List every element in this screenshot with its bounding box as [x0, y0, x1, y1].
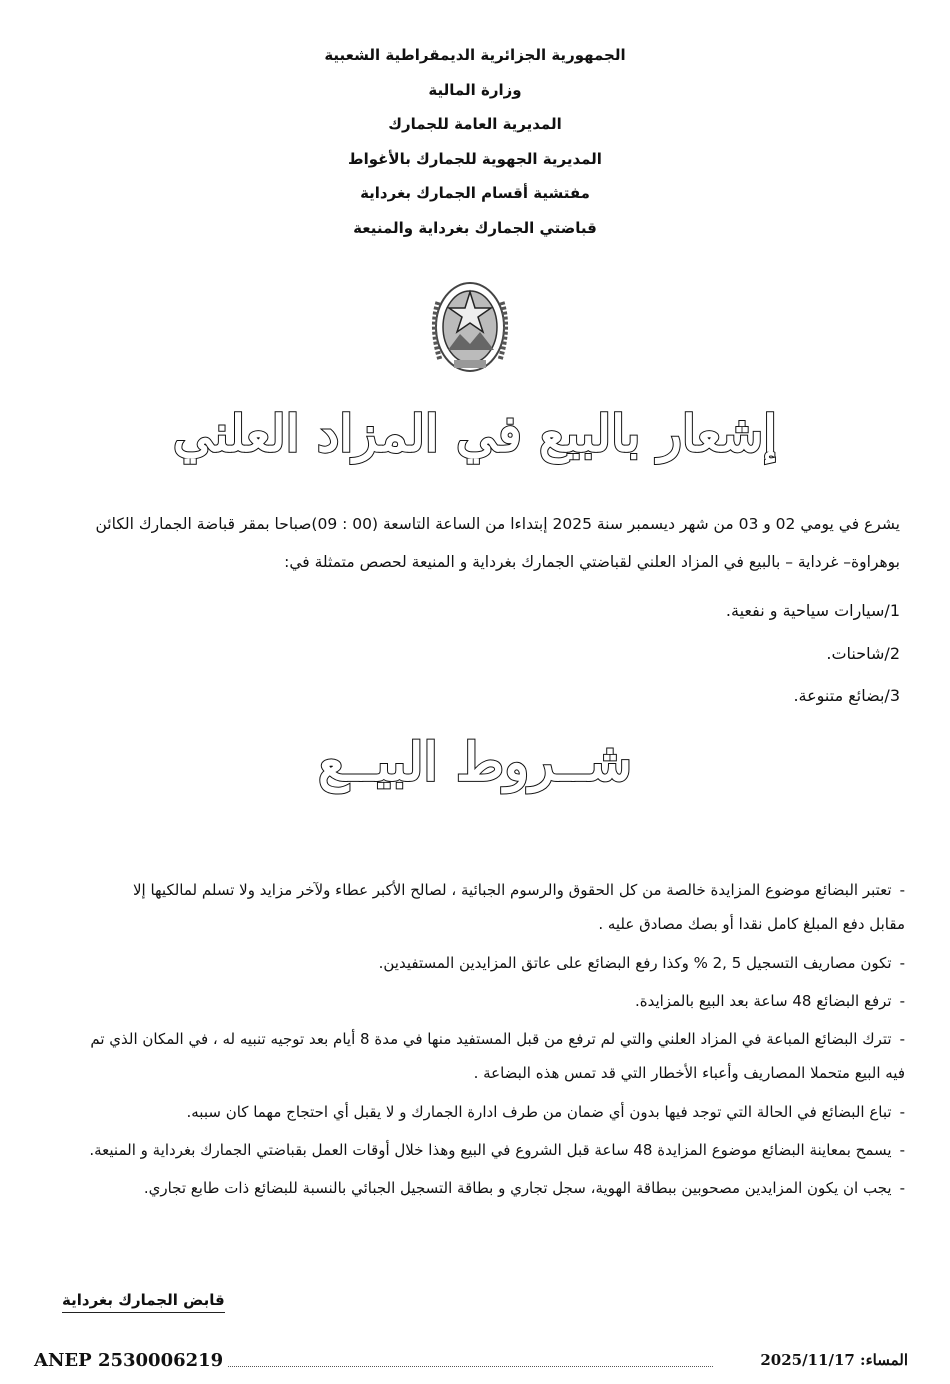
- main-title: إشعار بالبيع في المزاد العلني: [172, 404, 777, 463]
- anep-code: ANEP 2530006219: [34, 1350, 224, 1371]
- header-inspection: مفتشية أقسام الجمارك بغرداية: [360, 184, 590, 202]
- intro-paragraph: [50, 505, 900, 581]
- condition-text: يجب ان يكون المزايدين مصحوبين ببطاقة الهوية، سجل تجاري و بطاقة التسجيل الجبائي بالنسبة للبضائع ذات طابع تجاري.: [143, 1179, 892, 1197]
- condition-continuation: مقابل دفع المبلغ كامل نقدا أو بصك مصادق عليه .: [598, 915, 905, 933]
- letterhead: [0, 38, 950, 245]
- date-value: 2025/11/17: [760, 1351, 855, 1369]
- bullet-mark: -: [899, 1179, 905, 1197]
- lot-item: 2/شاحنات.: [826, 643, 900, 663]
- condition-item: [35, 1171, 905, 1205]
- date-label: المساء:: [860, 1351, 908, 1369]
- condition-text: تعتبر البضائع موضوع المزايدة خالصة من كل الحقوق والرسوم الجبائية ، لصالح الأكبر عطاء ولآخر مزايد ولا تسلم لمالكيها إلا: [132, 881, 892, 899]
- lot-item: 1/سيارات سياحية و نفعية.: [725, 601, 900, 620]
- header-regional-directorate: المديرية الجهوية للجمارك بالأغواط: [348, 149, 602, 168]
- header-receiverships: قباضتي الجمارك بغرداية والمنيعة: [353, 218, 597, 237]
- bullet-mark: -: [899, 881, 905, 899]
- signature-block: قابض الجمارك بغرداية: [62, 1291, 225, 1313]
- publication-date: [760, 1351, 908, 1369]
- condition-text: ترفع البضائع 48 ساعة بعد البيع بالمزايدة.: [634, 992, 892, 1010]
- bullet-mark: -: [899, 1103, 905, 1121]
- footer-divider: [228, 1366, 713, 1367]
- intro-line-2: بوهراوة– غرداية – بالبيع في المزاد العلني لقباضتي الجمارك بغرداية و المنيعة لحصص متمثلة في:: [284, 553, 900, 571]
- condition-item: [35, 1095, 905, 1129]
- customs-emblem-icon: [418, 272, 522, 382]
- condition-text: تكون مصاريف التسجيل 5 ,2 % وكذا رفع البضائع على عاتق المزايدين المستفيدين.: [378, 954, 892, 972]
- conditions-list: [35, 873, 905, 1205]
- bullet-mark: -: [899, 1030, 905, 1048]
- condition-item: [35, 1022, 905, 1056]
- conditions-title: شــروط البيــع: [318, 732, 632, 793]
- condition-item: [35, 984, 905, 1018]
- bullet-mark: -: [899, 992, 905, 1010]
- bullet-mark: -: [899, 1141, 905, 1159]
- condition-item: [35, 946, 905, 980]
- condition-item: [35, 1133, 905, 1167]
- condition-text: تترك البضائع المباعة في المزاد العلني والتي لم ترفع من قبل المستفيد منها في مدة 8 أيام بعد توجيه تنبيه له ، في المكان الذي تم: [90, 1030, 892, 1048]
- condition-text: يسمح بمعاينة البضائع موضوع المزايدة 48 ساعة قبل الشروع في البيع وهذا خلال أوقات العمل بقباضتي الجمارك بغرداية و المنيعة.: [89, 1141, 892, 1159]
- condition-item: [35, 873, 905, 907]
- condition-text: تباع البضائع في الحالة التي توجد فيها بدون أي ضمان من طرف ادارة الجمارك و لا يقبل أي احتجاج مهما كان سببه.: [186, 1103, 892, 1121]
- lot-item: 3/بضائع متنوعة.: [793, 686, 900, 705]
- lots-list: [50, 590, 900, 718]
- header-general-directorate: المديرية العامة للجمارك: [388, 115, 562, 133]
- bullet-mark: -: [899, 954, 905, 972]
- header-republic: الجمهورية الجزائرية الديمقراطية الشعبية: [324, 46, 626, 64]
- intro-line-1: يشرع في يومي 02 و 03 من شهر ديسمبر سنة 2025 إبتداءا من الساعة التاسعة (00 : 09)صباحا بمقر قباضة الجمارك الكائن: [95, 515, 900, 533]
- condition-continuation: فيه البيع متحملا المصاريف وأعباء الأخطار التي قد تمس هذه البضاعة .: [473, 1064, 905, 1082]
- header-ministry: وزارة المالية: [428, 80, 522, 99]
